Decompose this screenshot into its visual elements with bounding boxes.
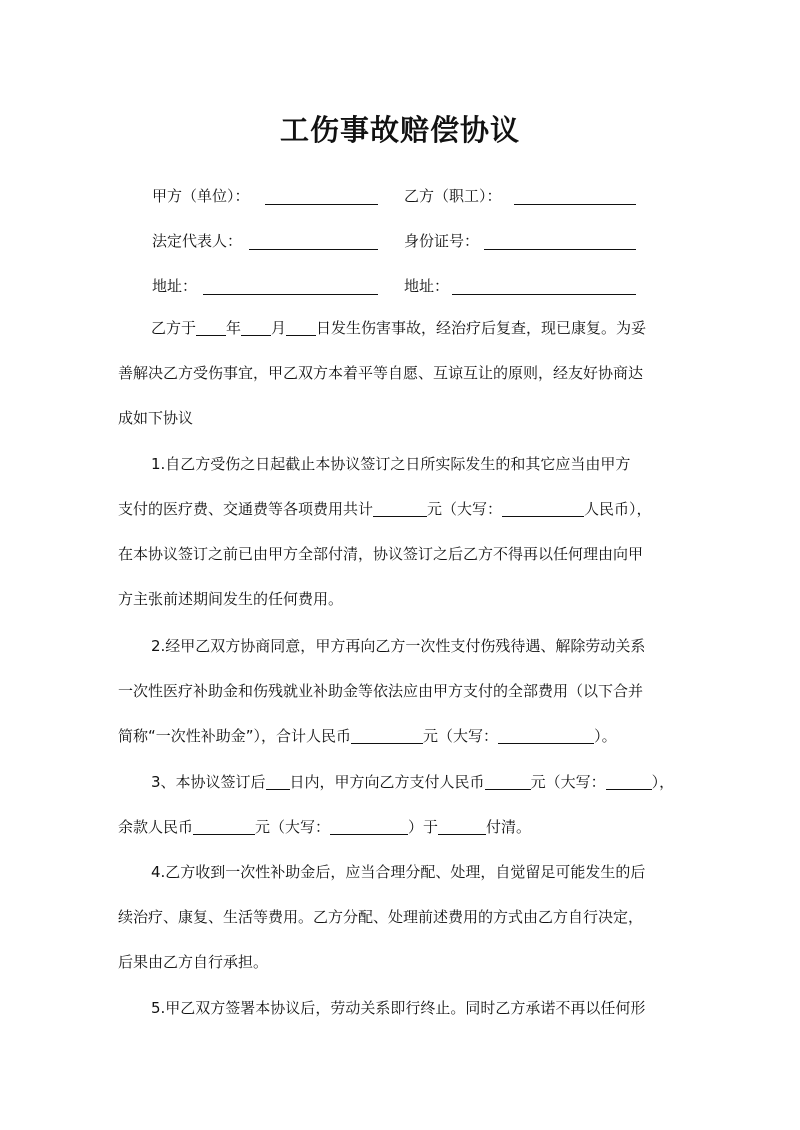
clause-3 [118, 760, 684, 850]
clause-1-text: 元（大写： [427, 500, 503, 518]
clause-2-text: ）。 [594, 727, 617, 745]
blank-balance[interactable] [193, 817, 255, 835]
clause-2-line: 一次性医疗补助金和伤残就业补助金等依法应由甲方支付的全部费用（以下合并 [118, 682, 644, 700]
clause-3-text: 付清。 [486, 818, 532, 836]
blank-day[interactable] [286, 318, 316, 336]
clause-5 [118, 986, 684, 1031]
clause-1-line: 1.自乙方受伤之日起截止本协议签订之日所实际发生的和其它应当由甲方 [151, 455, 631, 473]
party-a-blank[interactable] [265, 204, 378, 205]
intro-line: 善解决乙方受伤事宜，甲乙双方本着平等自愿、互谅互让的原则，经友好协商达 [118, 364, 644, 382]
clause-1-line: 方主张前述期间发生的任何费用。 [118, 590, 344, 608]
clause-2-text: 元（大写： [423, 727, 499, 745]
id-number-blank[interactable] [484, 249, 636, 250]
party-b-label: 乙方（职工）： [404, 187, 502, 205]
party-a-label: 甲方（单位）： [152, 187, 250, 205]
id-number-label: 身份证号： [404, 232, 480, 250]
clause-2-text: 简称“一次性补助金”），合计人民币 [118, 727, 352, 745]
clause-2 [118, 624, 684, 759]
clause-1 [118, 442, 684, 622]
blank-amount-2-words[interactable] [498, 726, 594, 744]
intro-text: 年 [226, 319, 242, 337]
address-b-blank[interactable] [452, 294, 636, 295]
blank-amount-1[interactable] [373, 499, 427, 517]
blank-year[interactable] [196, 318, 226, 336]
clause-3-text: 元（大写： [530, 773, 606, 791]
blank-payoff-date[interactable] [438, 817, 486, 835]
blank-amount-3-words[interactable] [606, 772, 652, 790]
intro-text: 乙方于 [151, 319, 197, 337]
clause-4-line: 续治疗、康复、生活等费用。乙方分配、处理前述费用的方式由乙方自行决定， [118, 908, 644, 926]
intro-text: 日发生伤害事故，经治疗后复查，现已康复。为妥 [316, 319, 647, 337]
blank-month[interactable] [241, 318, 271, 336]
address-a-label: 地址： [152, 277, 198, 295]
clause-3-text: ）， [651, 773, 675, 791]
clause-1-line: 在本协议签订之前已由甲方全部付清，协议签订之后乙方不得再以任何理由向甲 [118, 545, 644, 563]
clause-3-text: 3、本协议签订后 [151, 773, 266, 791]
blank-amount-2[interactable] [351, 726, 423, 744]
clause-1-text: 支付的医疗费、交通费等各项费用共计 [118, 500, 374, 518]
legal-rep-label: 法定代表人： [152, 232, 243, 250]
clause-4 [118, 850, 684, 985]
party-b-blank[interactable] [514, 204, 636, 205]
intro-paragraph [118, 306, 684, 441]
blank-amount-3[interactable] [485, 772, 531, 790]
clause-5-line: 5.甲乙双方签署本协议后，劳动关系即行终止。同时乙方承诺不再以任何形 [151, 999, 646, 1017]
clause-3-text: 余款人民币 [118, 818, 194, 836]
intro-line: 成如下协议 [118, 409, 194, 427]
clause-4-line: 后果由乙方自行承担。 [118, 953, 269, 971]
address-a-blank[interactable] [203, 294, 378, 295]
clause-2-line: 2.经甲乙双方协商同意，甲方再向乙方一次性支付伤残待遇、解除劳动关系 [151, 637, 646, 655]
document-title: 工伤事故赔偿协议 [279, 113, 520, 147]
legal-rep-blank[interactable] [249, 249, 378, 250]
clause-3-text: ）于 [408, 818, 439, 836]
blank-days[interactable] [266, 772, 290, 790]
clause-1-text: 人民币）， [584, 500, 652, 518]
clause-4-line: 4.乙方收到一次性补助金后，应当合理分配、处理，自觉留足可能发生的后 [151, 863, 646, 881]
intro-text: 月 [271, 319, 287, 337]
clause-3-text: 元（大写： [255, 818, 331, 836]
clause-3-text: 日内，甲方向乙方支付人民币 [289, 773, 485, 791]
address-b-label: 地址： [404, 277, 450, 295]
blank-balance-words[interactable] [330, 817, 408, 835]
blank-amount-1-words[interactable] [502, 499, 584, 517]
